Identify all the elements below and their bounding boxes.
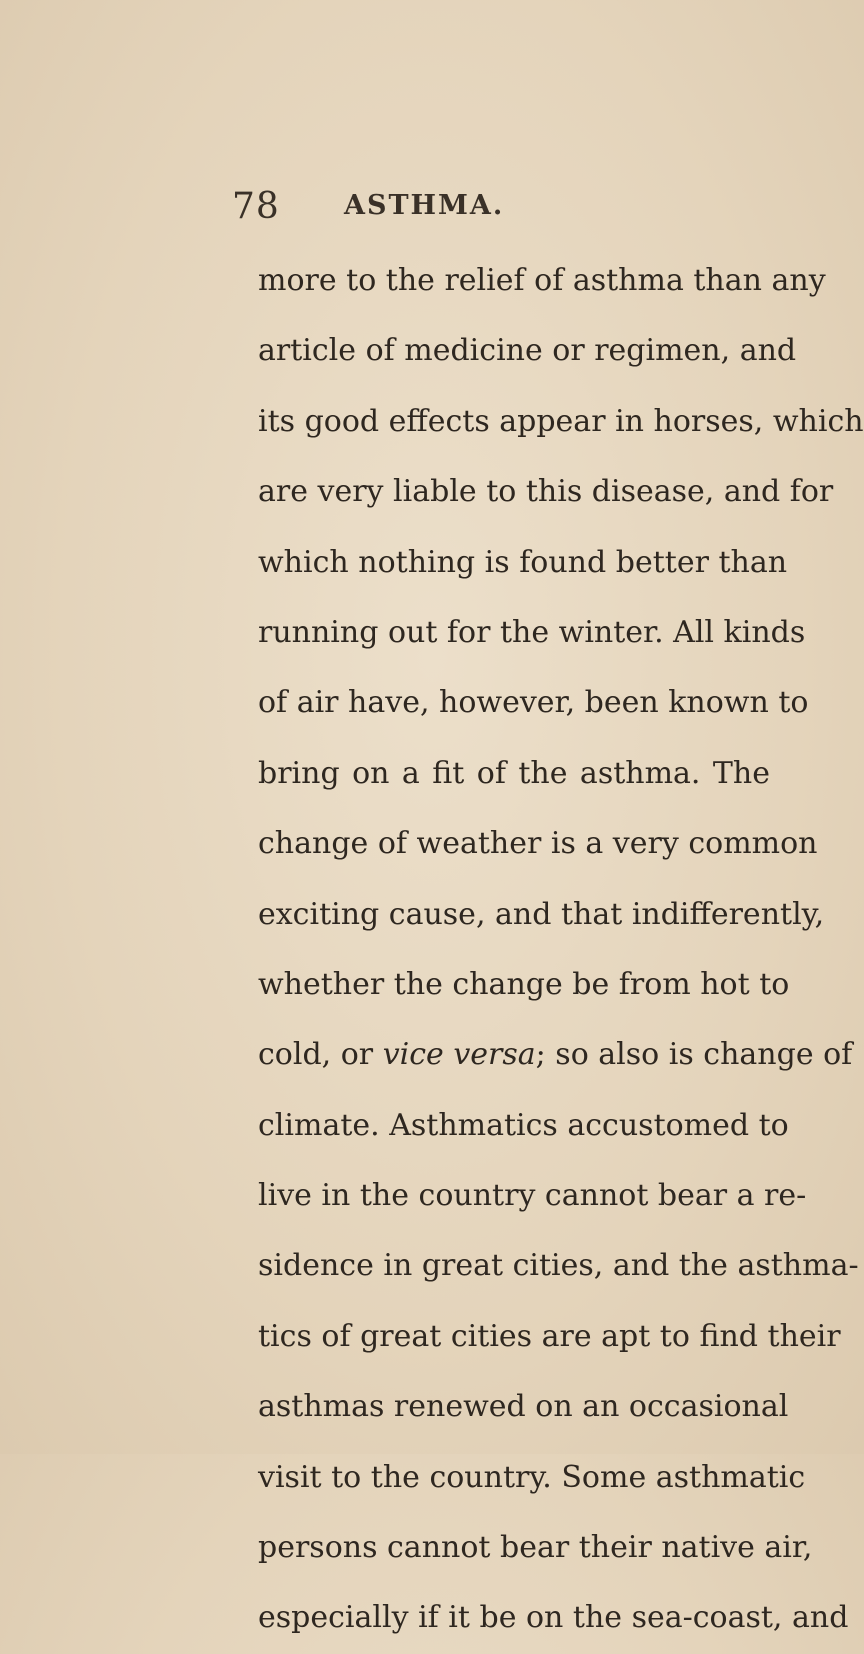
text-line: article of medicine or regimen, and xyxy=(258,333,797,369)
text-line: its good effects appear in horses, which xyxy=(258,403,864,439)
text-line: change of weather is a very common xyxy=(258,826,818,862)
text-segment: ; so also is change of xyxy=(535,1037,853,1073)
text-line: which nothing is found better than xyxy=(258,544,788,580)
text-line: running out for the winter. All kinds xyxy=(258,614,806,650)
text-line: are very liable to this disease, and for xyxy=(258,474,834,510)
body-text xyxy=(258,246,864,1654)
text-line: persons cannot bear their native air, xyxy=(258,1530,813,1566)
text-line: live in the country cannot bear a re- xyxy=(258,1178,807,1214)
text-line: of air have, however, been known to xyxy=(258,685,809,721)
text-line: sidence in great cities, and the asthma- xyxy=(258,1248,859,1284)
text-line: asthmas renewed on an occasional xyxy=(258,1389,789,1425)
header-title: ASTHMA. xyxy=(344,190,505,221)
text-line: bring on a fit of the asthma. The xyxy=(258,755,770,791)
running-head xyxy=(232,186,792,236)
text-line: especially if it be on the sea-coast, and xyxy=(258,1600,849,1636)
text-segment: cold, or xyxy=(258,1037,374,1073)
text-line: more to the relief of asthma than any xyxy=(258,263,826,298)
text-line: tics of great cities are apt to find their xyxy=(258,1318,841,1354)
italic-phrase: vice versa xyxy=(382,1037,536,1073)
text-line: visit to the country. Some asthmatic xyxy=(258,1459,806,1495)
text-line: exciting cause, and that indifferently, xyxy=(258,896,825,932)
text-line: whether the change be from hot to xyxy=(258,966,790,1002)
page-number: 78 xyxy=(232,186,280,227)
text-line-mixed xyxy=(258,1020,853,1090)
text-line: climate. Asthmatics accustomed to xyxy=(258,1107,789,1143)
